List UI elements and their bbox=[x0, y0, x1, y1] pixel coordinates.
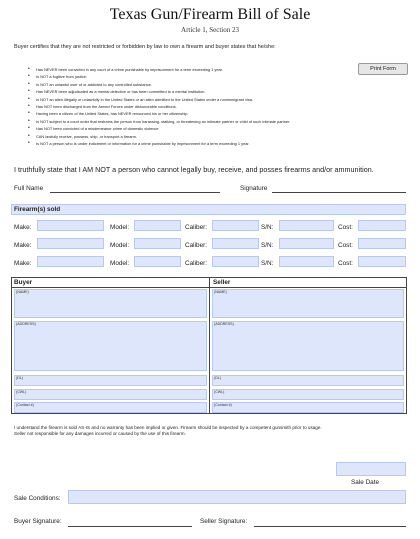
model-field[interactable] bbox=[134, 238, 181, 249]
make-label: Make: bbox=[14, 260, 32, 267]
serial-number-field[interactable] bbox=[279, 238, 334, 249]
certification-item: • Is NOT a person who is under indictment or information for a crime punishable by imprisonment for a term exceeding 1 year. bbox=[36, 140, 356, 147]
seller-cwl-label: (CWL) bbox=[214, 390, 225, 394]
certification-item: • Is NOT an unlawful user of or addicted to any controlled substance. bbox=[36, 81, 356, 88]
cost-field[interactable] bbox=[358, 256, 406, 267]
seller-cwl-field[interactable] bbox=[212, 389, 404, 400]
cost-label: Cost: bbox=[338, 260, 353, 267]
caliber-label: Caliber: bbox=[185, 224, 208, 231]
serial-number-field[interactable] bbox=[279, 256, 334, 267]
certification-item: • Has NEVER been adjudicated as a mental defective or has been committed to a mental institution. bbox=[36, 88, 356, 95]
buyer-name-field[interactable] bbox=[14, 289, 207, 318]
certification-item: • Is NOT an alien illegally or unlawfully in the United States or an alien admitted to the United States under a nonimmigrant visa. bbox=[36, 96, 356, 103]
firearms-section-bar bbox=[11, 204, 406, 215]
serial-number-label: S/N: bbox=[261, 242, 274, 249]
seller-address-field[interactable] bbox=[212, 321, 404, 371]
sale-conditions-label: Sale Conditions: bbox=[14, 495, 61, 502]
buyer-signature-label: Buyer Signature: bbox=[14, 518, 62, 525]
seller-dl-label: (DL) bbox=[214, 376, 221, 380]
seller-contact-label: (Contact #) bbox=[214, 403, 232, 407]
model-field[interactable] bbox=[134, 220, 181, 231]
serial-number-label: S/N: bbox=[261, 260, 274, 267]
certification-item: • Has NOT been discharged from the Armed Forces under dishonorable conditions. bbox=[36, 103, 356, 110]
truth-statement: I truthfully state that I AM NOT a person who cannot legally buy, receive, and posses firearms and/or ammunition. bbox=[14, 165, 374, 174]
certification-item: • Has NOT been convicted of a misdemeanor crime of domestic violence bbox=[36, 125, 356, 132]
model-label: Model: bbox=[110, 260, 130, 267]
buyer-address-label: (ADDRESS) bbox=[16, 322, 36, 326]
signature-label: Signature bbox=[240, 185, 268, 192]
certification-item: • Having been a citizen of the United States, has NEVER renounced his or her citizenship. bbox=[36, 110, 356, 117]
cost-label: Cost: bbox=[338, 242, 353, 249]
full-name-field[interactable] bbox=[50, 184, 220, 193]
caliber-field[interactable] bbox=[212, 238, 259, 249]
make-label: Make: bbox=[14, 242, 32, 249]
seller-name-field[interactable] bbox=[212, 289, 404, 318]
certification-item: • Is NOT subject to a court order that restrains the person from harassing, stalking, or threatening an intimate partner or child of such intimate partner. bbox=[36, 118, 356, 125]
buyer-cwl-field[interactable] bbox=[14, 389, 207, 400]
caliber-field[interactable] bbox=[212, 220, 259, 231]
certification-list bbox=[36, 66, 356, 147]
form-title: Texas Gun/Firearm Bill of Sale bbox=[109, 6, 311, 23]
full-name-label: Full Name bbox=[14, 185, 44, 192]
sale-date-label: Sale Date bbox=[351, 479, 380, 486]
seller-signature-label: Seller Signature: bbox=[200, 518, 248, 525]
buyer-cwl-label: (CWL) bbox=[16, 390, 27, 394]
make-label: Make: bbox=[14, 224, 32, 231]
buyer-certification-intro: Buyer certifies that they are not restricted or forbidden by law to own a firearm and buyer states that he/she: bbox=[14, 44, 276, 50]
make-field[interactable] bbox=[37, 238, 104, 249]
seller-name-label: (NAME) bbox=[214, 290, 227, 294]
cost-label: Cost: bbox=[338, 224, 353, 231]
certification-item: • Is NOT a fugitive from justice. bbox=[36, 73, 356, 80]
seller-dl-field[interactable] bbox=[212, 375, 404, 386]
print-form-button[interactable]: Print Form bbox=[358, 63, 408, 75]
as-is-disclaimer: I understand the firearm is sold AS-IS and no warranty has been implied or given. Firearm should be inspected by a competent gunsmith prior to usage. Seller not responsible for any damages incurred or caused by the use of this firearm. bbox=[14, 425, 322, 437]
certification-item: • CAN lawfully receive, possess, ship, or transport a firearm. bbox=[36, 133, 356, 140]
seller-address-label: (ADDRESS) bbox=[214, 322, 234, 326]
firearms-section-label: Firearm(s) sold bbox=[14, 206, 61, 213]
seller-contact-field[interactable] bbox=[212, 402, 404, 413]
buyer-header: Buyer bbox=[14, 279, 33, 286]
header-divider bbox=[12, 287, 406, 288]
buyer-address-field[interactable] bbox=[14, 321, 207, 371]
buyer-dl-label: (DL) bbox=[16, 376, 23, 380]
make-field[interactable] bbox=[37, 256, 104, 267]
make-field[interactable] bbox=[37, 220, 104, 231]
caliber-label: Caliber: bbox=[185, 260, 208, 267]
serial-number-label: S/N: bbox=[261, 224, 274, 231]
form-subtitle: Article 1, Section 23 bbox=[181, 26, 239, 34]
buyer-contact-label: (Contact #) bbox=[16, 403, 34, 407]
seller-signature-underline bbox=[254, 526, 406, 527]
caliber-field[interactable] bbox=[212, 256, 259, 267]
model-label: Model: bbox=[110, 242, 130, 249]
cost-field[interactable] bbox=[358, 220, 406, 231]
column-divider bbox=[209, 278, 210, 414]
buyer-signature-field[interactable] bbox=[68, 517, 192, 526]
seller-signature-field[interactable] bbox=[254, 517, 406, 526]
buyer-dl-field[interactable] bbox=[14, 375, 207, 386]
sale-conditions-field[interactable] bbox=[68, 490, 406, 504]
caliber-label: Caliber: bbox=[185, 242, 208, 249]
model-label: Model: bbox=[110, 224, 130, 231]
buyer-signature-underline bbox=[68, 526, 192, 527]
certification-item: • Has NEVER been convicted in any court of a crime punishable by imprisonment for a term exceeding 1 year. bbox=[36, 66, 356, 73]
buyer-contact-field[interactable] bbox=[14, 402, 207, 413]
cost-field[interactable] bbox=[358, 238, 406, 249]
model-field[interactable] bbox=[134, 256, 181, 267]
signature-field[interactable] bbox=[272, 184, 406, 193]
buyer-seller-table bbox=[11, 277, 407, 414]
serial-number-field[interactable] bbox=[279, 220, 334, 231]
sale-date-field[interactable] bbox=[336, 462, 406, 476]
seller-header: Seller bbox=[213, 279, 231, 286]
buyer-name-label: (NAME) bbox=[16, 290, 29, 294]
